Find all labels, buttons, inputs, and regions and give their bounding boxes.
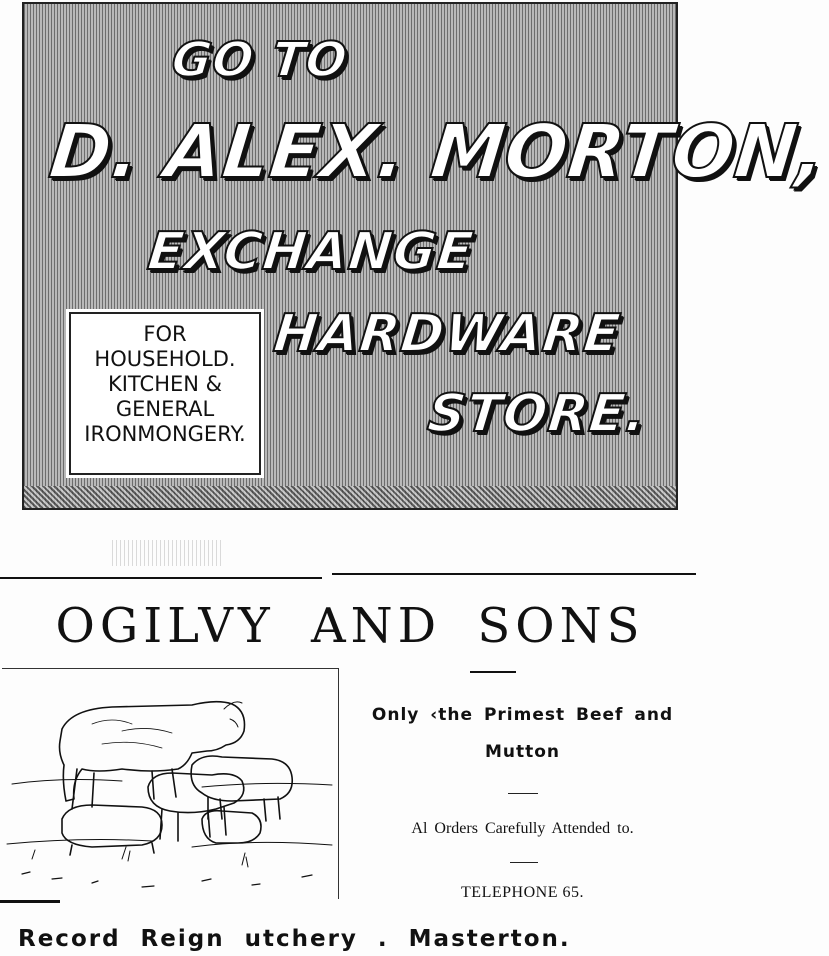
dash-separator — [510, 862, 538, 863]
divider-rule — [0, 577, 322, 579]
ogilvy-title: OGILVY AND SONS — [55, 598, 645, 654]
footer-rule — [0, 900, 60, 903]
ironmongery-box — [69, 312, 261, 475]
ad-line-exchange: EXCHANGE — [144, 222, 477, 282]
hardware-advertisement — [22, 2, 829, 510]
title-underline — [470, 671, 516, 673]
box-line: FOR — [143, 322, 187, 346]
dash-separator — [508, 793, 538, 794]
livestock-illustration — [2, 668, 339, 899]
box-line: KITCHEN & — [107, 372, 223, 396]
divider-rule — [332, 573, 696, 575]
telephone-number: TELEPHONE 65. — [461, 884, 584, 901]
box-line: IRONMONGERY. — [84, 422, 246, 446]
footer-address: Record Reign utchery . Masterton. — [18, 926, 571, 952]
box-line: HOUSEHOLD. — [94, 347, 236, 371]
box-line: GENERAL — [115, 397, 215, 421]
print-smudge — [112, 540, 222, 566]
ad-line-hardware: HARDWARE — [270, 304, 624, 364]
tagline-primest: Only ‹the Primest Beef and — [371, 705, 674, 725]
tagline-mutton: Mutton — [484, 742, 561, 762]
ad-line-go-to: GO TO — [169, 32, 351, 88]
cattle-sheep-engraving — [2, 669, 338, 899]
ad-line-store: STORE. — [424, 384, 650, 444]
ad-line-merchant-name: D. ALEX. MORTON, — [45, 109, 829, 195]
orders-notice: Al Orders Carefully Attended to. — [411, 820, 634, 837]
